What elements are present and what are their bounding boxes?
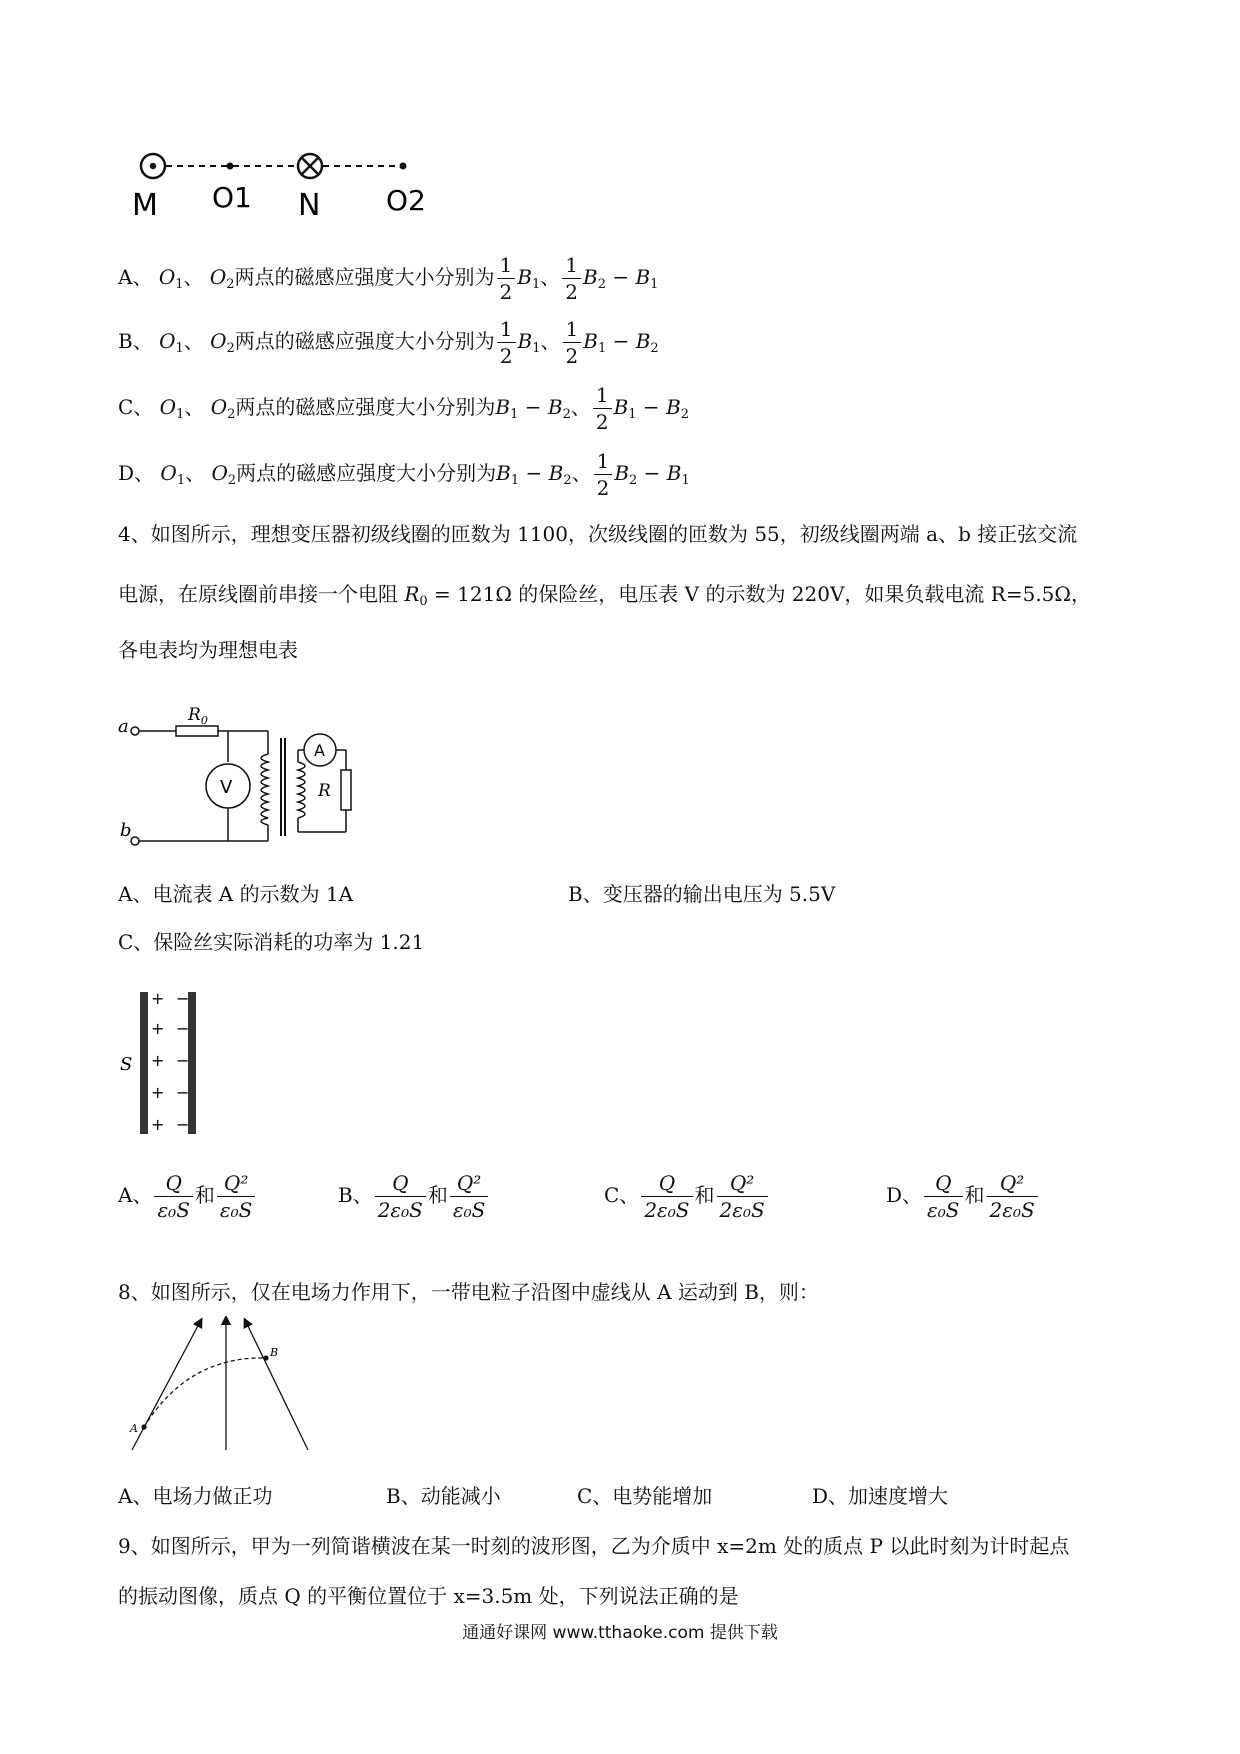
svg-text:−: − bbox=[176, 1051, 190, 1070]
svg-text:−: − bbox=[176, 1115, 190, 1134]
q9-stem-line1: 9、如图所示，甲为一列简谐横波在某一时刻的波形图，乙为介质中 x=2m 处的质点 P 以此时刻为计时起点 bbox=[118, 1534, 1070, 1558]
field-lines-figure bbox=[118, 1316, 318, 1456]
svg-text:+: + bbox=[151, 1083, 165, 1102]
o1-point bbox=[227, 163, 234, 170]
q9-stem-line2: 的振动图像，质点 Q 的平衡位置位于 x=3.5m 处，下列说法正确的是 bbox=[118, 1584, 739, 1608]
q4-option-c: C、保险丝实际消耗的功率为 1.21 bbox=[118, 930, 425, 954]
area-label: S bbox=[120, 1054, 133, 1075]
q4-stem-line1: 4、如图所示，理想变压器初级线圈的匝数为 1100，次级线圈的匝数为 55，初级线圈两端 a、b 接正弦交流 bbox=[118, 522, 1078, 546]
q3-option-a: A、 $O_1$、 $O_2$两点的磁感应强度大小分别为 $\frac{1}{2}$ $B_1$、 $\frac{1}{2}$ $B_2 - B_1$ bbox=[118, 253, 659, 304]
svg-text:+: + bbox=[151, 1019, 165, 1038]
q3-option-c: C、 $O_1$、 $O_2$两点的磁感应强度大小分别为$B_1 - B_2$、 $\frac{1}{2}$ $B_1 - B_2$ bbox=[118, 383, 690, 434]
q7-option-b: B、 $\frac{Q}{\text{2ε₀S}}$ 和 $\frac{\text{Q²}}{\text{ε₀S}}$ bbox=[338, 1172, 490, 1221]
terminal-a: a bbox=[118, 716, 129, 737]
label-n: N bbox=[298, 188, 321, 223]
q3-option-d: D、 $O_1$、 $O_2$两点的磁感应强度大小分别为$B_1 - B_2$、 $\frac{1}{2}$ $B_2 - B_1$ bbox=[118, 449, 690, 500]
q8-option-c: C、电势能增加 bbox=[577, 1484, 713, 1508]
q8-option-b: B、动能减小 bbox=[386, 1484, 501, 1508]
label-o2: O2 bbox=[386, 184, 426, 217]
label-m: M bbox=[132, 188, 158, 223]
svg-text:−: − bbox=[176, 990, 190, 1008]
r0-label: $R_0$ bbox=[188, 705, 208, 727]
q7-option-a: A、 $\frac{Q}{\text{ε₀S}}$ 和 $\frac{\text{Q²}}{\text{ε₀S}}$ bbox=[118, 1172, 257, 1221]
q4-option-b: B、变压器的输出电压为 5.5V bbox=[568, 882, 836, 906]
q3-option-b: B、 $O_1$、 $O_2$两点的磁感应强度大小分别为 $\frac{1}{2}$ $B_1$、 $\frac{1}{2}$ $B_1 - B_2$ bbox=[118, 317, 659, 368]
q8-option-a: A、电场力做正功 bbox=[118, 1484, 273, 1508]
q8-option-d: D、加速度增大 bbox=[812, 1484, 949, 1508]
transformer-circuit bbox=[118, 690, 418, 860]
page-footer: 通通好课网 www.tthaoke.com 提供下载 bbox=[462, 1623, 778, 1643]
o2-point bbox=[400, 163, 407, 170]
magnetic-field-figure bbox=[120, 140, 480, 230]
ammeter-label: A bbox=[314, 741, 325, 760]
point-b-label: B bbox=[270, 1346, 279, 1359]
label-o1: O1 bbox=[212, 181, 252, 214]
load-r-label: R bbox=[318, 781, 331, 801]
q7-option-c: C、 $\frac{Q}{\text{2ε₀S}}$ 和 $\frac{\text{Q²}}{\text{2ε₀S}}$ bbox=[604, 1172, 770, 1221]
q4-option-a: A、电流表 A 的示数为 1A bbox=[118, 882, 354, 906]
q8-stem: 8、如图所示，仅在电场力作用下，一带电粒子沿图中虚线从 A 运动到 B，则： bbox=[118, 1280, 819, 1304]
svg-text:−: − bbox=[176, 1083, 190, 1102]
capacitor-figure bbox=[118, 990, 218, 1140]
voltmeter-label: V bbox=[220, 777, 233, 798]
q4-stem-line3: 各电表均为理想电表 bbox=[118, 638, 298, 662]
terminal-b: b bbox=[120, 820, 132, 841]
svg-text:+: + bbox=[151, 1051, 165, 1070]
point-a-label: A bbox=[130, 1422, 138, 1435]
q4-stem-line2: 电源，在原线圈前串接一个电阻 $R_0 = 121\Omega$ 的保险丝，电压表 V 的示数为 220V，如果负载电流 R=5.5Ω， bbox=[118, 582, 1091, 609]
svg-text:+: + bbox=[151, 1115, 165, 1134]
svg-text:−: − bbox=[176, 1019, 190, 1038]
svg-text:+: + bbox=[151, 990, 165, 1008]
q7-option-d: D、 $\frac{Q}{\text{ε₀S}}$ 和 $\frac{\text{Q²}}{\text{2ε₀S}}$ bbox=[886, 1172, 1040, 1221]
